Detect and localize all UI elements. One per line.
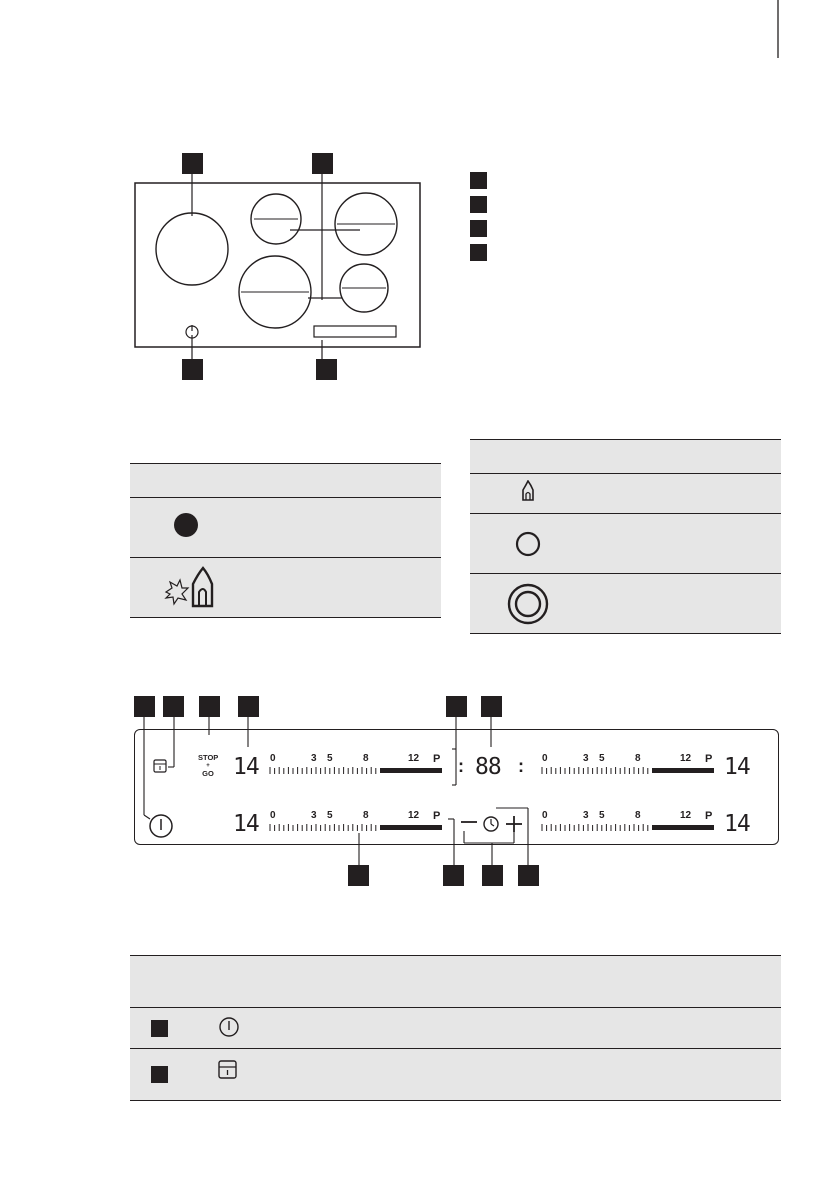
slider-scale-label: P bbox=[433, 753, 441, 765]
timer-icon[interactable] bbox=[482, 815, 500, 833]
slider-scale-label: 3 bbox=[583, 810, 589, 821]
slider-scale-label: 0 bbox=[270, 810, 276, 821]
stop-label: STOP bbox=[198, 753, 219, 762]
crop-mark bbox=[730, 0, 839, 60]
power-level-display: 14 bbox=[233, 754, 259, 780]
power-slider[interactable] bbox=[540, 810, 716, 834]
panel-leaders bbox=[130, 715, 550, 870]
legend-marker bbox=[470, 220, 487, 237]
slider-scale-label: 5 bbox=[599, 810, 605, 821]
slider-scale-label: 3 bbox=[311, 810, 317, 821]
slider-scale-label: 5 bbox=[327, 810, 333, 821]
power-button[interactable] bbox=[148, 813, 174, 839]
slider-scale-label: 0 bbox=[542, 810, 548, 821]
slider-scale-label: 8 bbox=[363, 810, 369, 821]
legend-marker bbox=[470, 244, 487, 261]
timer-colon-left: : bbox=[458, 756, 464, 776]
callout-marker bbox=[199, 696, 220, 717]
slider-scale-label: 8 bbox=[635, 810, 641, 821]
flame-icon bbox=[520, 480, 536, 504]
slider-scale-label: 12 bbox=[408, 753, 420, 764]
slider-scale-label: 8 bbox=[363, 753, 369, 764]
hob-outline bbox=[130, 170, 430, 370]
row-marker bbox=[151, 1020, 168, 1037]
power-icon bbox=[218, 1016, 240, 1038]
slider-scale-label: 12 bbox=[408, 810, 420, 821]
legend-marker bbox=[470, 172, 487, 189]
callout-marker bbox=[134, 696, 155, 717]
plus-button[interactable] bbox=[505, 815, 523, 833]
power-slider[interactable] bbox=[268, 810, 444, 834]
stop-go-button[interactable]: STOP + GO bbox=[198, 753, 219, 778]
filled-circle-icon bbox=[173, 512, 199, 538]
callout-marker bbox=[163, 696, 184, 717]
power-level-display: 14 bbox=[233, 811, 259, 837]
lock-button[interactable] bbox=[153, 759, 167, 773]
slider-scale-label: 12 bbox=[680, 810, 692, 821]
slider-scale-label: 0 bbox=[542, 753, 548, 764]
slider-scale-label: P bbox=[705, 753, 713, 765]
row-marker bbox=[151, 1066, 168, 1083]
power-level-display: 14 bbox=[724, 754, 750, 780]
slider-scale-label: 5 bbox=[327, 753, 333, 764]
legend-marker bbox=[470, 196, 487, 213]
slider-scale-label: P bbox=[433, 810, 441, 822]
timer-colon-right: : bbox=[518, 756, 524, 776]
power-level-display: 14 bbox=[724, 811, 750, 837]
lock-icon bbox=[218, 1060, 238, 1080]
flame-hot-icon bbox=[160, 566, 220, 610]
minus-button[interactable] bbox=[460, 815, 478, 829]
slider-scale-label: 3 bbox=[583, 753, 589, 764]
single-ring-icon bbox=[514, 530, 542, 558]
slider-scale-label: P bbox=[705, 810, 713, 822]
go-label: GO bbox=[202, 769, 214, 778]
timer-display: 88 bbox=[475, 754, 501, 780]
slider-scale-label: 12 bbox=[680, 753, 692, 764]
slider-scale-label: 5 bbox=[599, 753, 605, 764]
slider-scale-label: 3 bbox=[311, 753, 317, 764]
double-ring-icon bbox=[506, 582, 550, 626]
slider-scale-label: 8 bbox=[635, 753, 641, 764]
slider-scale-label: 0 bbox=[270, 753, 276, 764]
power-slider[interactable] bbox=[540, 753, 716, 777]
callout-marker bbox=[481, 696, 502, 717]
callout-marker bbox=[238, 696, 259, 717]
power-slider[interactable] bbox=[268, 753, 444, 777]
callout-marker bbox=[446, 696, 467, 717]
